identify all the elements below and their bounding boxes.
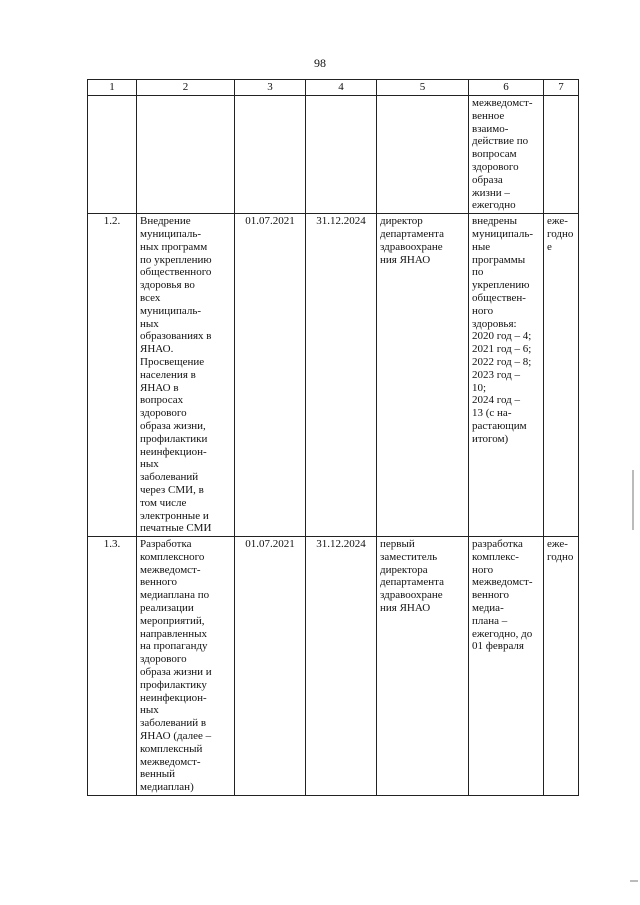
column-header: 7 <box>544 80 579 96</box>
periodicity-cell: еже- годное <box>544 214 579 537</box>
periodicity-cell <box>544 96 579 214</box>
column-header: 6 <box>469 80 544 96</box>
start-date-cell <box>235 96 306 214</box>
start-date-cell: 01.07.2021 <box>235 537 306 796</box>
measure-name-cell: Внедрение муниципаль- ных программ по укреплению общественного здоровья во всех муниципаль- ных образованиях в ЯНАО. Просвещение населения в ЯНАО в вопросах здорового образа жизни, профилактики неинфекцион- ных заболеваний через СМИ, в том числе электронные и печатные СМИ <box>137 214 235 537</box>
responsible-cell <box>377 96 469 214</box>
row-number-cell: 1.3. <box>88 537 137 796</box>
result-cell: межведомст- венное взаимо- действие по вопросам здорового образа жизни – ежегодно <box>469 96 544 214</box>
table-row <box>88 537 579 796</box>
column-header: 4 <box>306 80 377 96</box>
end-date-cell <box>306 96 377 214</box>
column-header: 3 <box>235 80 306 96</box>
responsible-cell: директор департамента здравоохране ния ЯНАО <box>377 214 469 537</box>
responsible-cell: первый заместитель директора департамента здравоохране ния ЯНАО <box>377 537 469 796</box>
end-date-cell: 31.12.2024 <box>306 214 377 537</box>
result-cell: разработка комплекс- ного межведомст- венного медиа- плана – ежегодно, до 01 февраля <box>469 537 544 796</box>
table-row <box>88 214 579 537</box>
row-number-cell: 1.2. <box>88 214 137 537</box>
measure-name-cell <box>137 96 235 214</box>
table-body <box>88 96 579 796</box>
scan-edge-mark <box>632 470 634 530</box>
measures-table <box>87 79 579 796</box>
table-row <box>88 96 579 214</box>
column-number-row <box>88 80 579 96</box>
periodicity-cell: еже- годно <box>544 537 579 796</box>
measure-name-cell: Разработка комплексного межведомст- венного медиаплана по реализации мероприятий, направленных на пропаганду здорового образа жизни и профилактику неинфекцион- ных заболеваний в ЯНАО (далее – комплексный межведомст- венный медиаплан) <box>137 537 235 796</box>
column-header: 5 <box>377 80 469 96</box>
start-date-cell: 01.07.2021 <box>235 214 306 537</box>
end-date-cell: 31.12.2024 <box>306 537 377 796</box>
page-number: 98 <box>314 56 326 70</box>
column-header: 1 <box>88 80 137 96</box>
column-header: 2 <box>137 80 235 96</box>
scan-edge-mark <box>630 880 638 882</box>
row-number-cell <box>88 96 137 214</box>
result-cell: внедрены муниципаль- ные программы по укреплению обществен- ного здоровья: 2020 год – 4; 2021 год – 6; 2022 год – 8; 2023 год – 10; 2024 год – 13 (с на- растающим итогом) <box>469 214 544 537</box>
